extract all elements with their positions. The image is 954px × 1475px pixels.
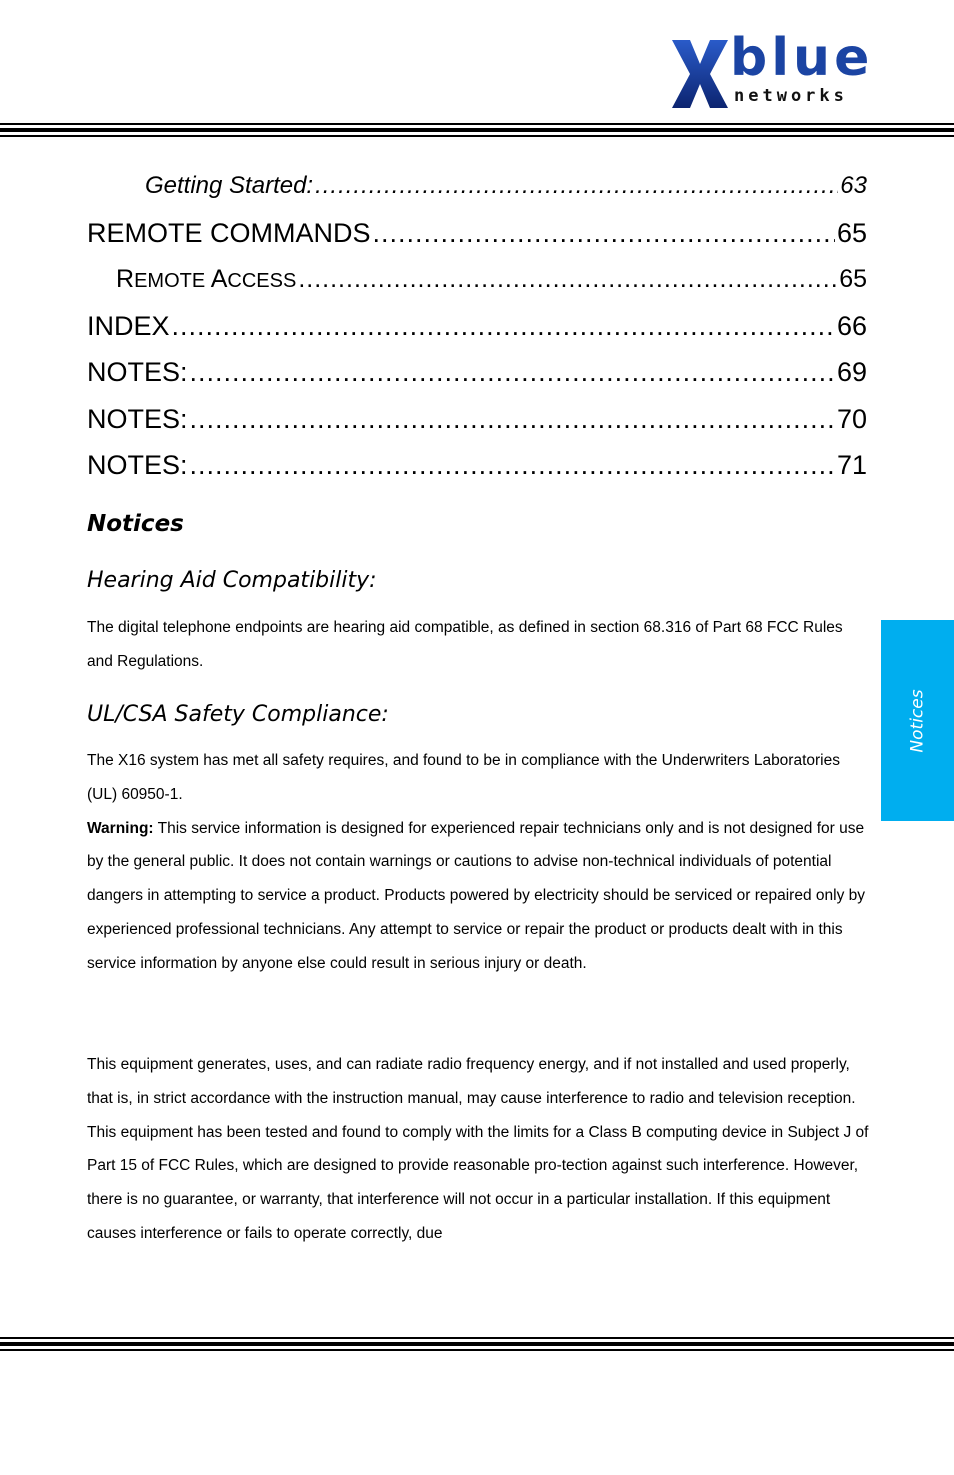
- toc-page: 70: [836, 404, 867, 434]
- toc-label: REMOTE ACCESS: [116, 265, 297, 293]
- ul-csa-heading: UL/CSA Safety Compliance:: [87, 702, 389, 727]
- toc-leader: [190, 450, 835, 481]
- toc-entry-notes[interactable]: [87, 404, 867, 435]
- side-tab-label: Notices: [907, 688, 928, 753]
- logo-subtitle: networks: [734, 86, 848, 106]
- section-side-tab[interactable]: [881, 620, 954, 821]
- toc-leader: [190, 357, 835, 388]
- toc-page: 65: [836, 218, 867, 248]
- fcc-paragraph: This equipment generates, uses, and can radiate radio frequency energy, and if not installed and used properly, that is, in strict accordance with the instruction manual, may cause interference to radio and television reception. This equipment has been tested and found to comply with the limits for a Class B computing device in Subject J of Part 15 of FCC Rules, which are designed to provide reasonable pro-tection against such interference. However, there is no guarantee, or warranty, that interference will not occur in a particular installation. If this equipment causes interference or fails to operate correctly, due: [87, 1056, 869, 1242]
- xblue-networks-logo: [670, 28, 874, 110]
- toc-label: NOTES:: [87, 357, 188, 387]
- toc-label: NOTES:: [87, 450, 188, 480]
- toc-page: 71: [836, 450, 867, 480]
- toc-page: 63: [840, 172, 867, 199]
- hearing-aid-paragraph: The digital telephone endpoints are hearing aid compatible, as defined in section 68.316 of Part 68 FCC Rules and Regulations.: [87, 619, 843, 670]
- toc-entry-notes[interactable]: [87, 450, 867, 481]
- toc-page: 69: [836, 357, 867, 387]
- toc-entry-remote-commands[interactable]: [87, 218, 867, 249]
- logo-word: blue: [730, 28, 874, 88]
- ul-csa-text: The X16 system has met all safety requires, and found to be in compliance with the Underwriters Laboratories (UL) 60950-1.: [87, 752, 840, 803]
- section-title: Notices: [87, 511, 184, 537]
- toc-leader: [373, 218, 835, 249]
- toc-page: 66: [836, 311, 867, 341]
- toc-page: 65: [839, 265, 867, 293]
- toc-entry-notes[interactable]: [87, 357, 867, 388]
- footer-rule: [0, 1337, 954, 1351]
- toc-entry-index[interactable]: [87, 311, 867, 342]
- toc-label: NOTES:: [87, 404, 188, 434]
- toc-entry-remote-access[interactable]: [116, 265, 867, 294]
- hearing-aid-heading: Hearing Aid Compatibility:: [87, 568, 377, 593]
- toc-label: INDEX: [87, 311, 170, 341]
- toc-label: REMOTE COMMANDS: [87, 218, 371, 248]
- toc-leader: [172, 311, 835, 342]
- x-logo-mark-icon: [670, 38, 730, 110]
- toc-leader: [315, 172, 838, 200]
- warning-text: This service information is designed for experienced repair technicians only and is not designed for use by the general public. It does not contain warnings or cautions to advise non-technical individuals of potential dangers in attempting to service a product. Products powered by electricity should be serviced or repaired only by experienced professional technicians. Any attempt to service or repair the product or products dealt with in this service information by anyone else could result in serious injury or death.: [87, 819, 865, 972]
- ul-csa-paragraph: [87, 744, 872, 981]
- toc-leader: [298, 265, 837, 294]
- toc-label: Getting Started:: [145, 172, 314, 199]
- toc-leader: [190, 404, 835, 435]
- toc-entry-getting-started[interactable]: [145, 172, 867, 200]
- warning-label: Warning:: [87, 819, 154, 837]
- header-rule: [0, 123, 954, 137]
